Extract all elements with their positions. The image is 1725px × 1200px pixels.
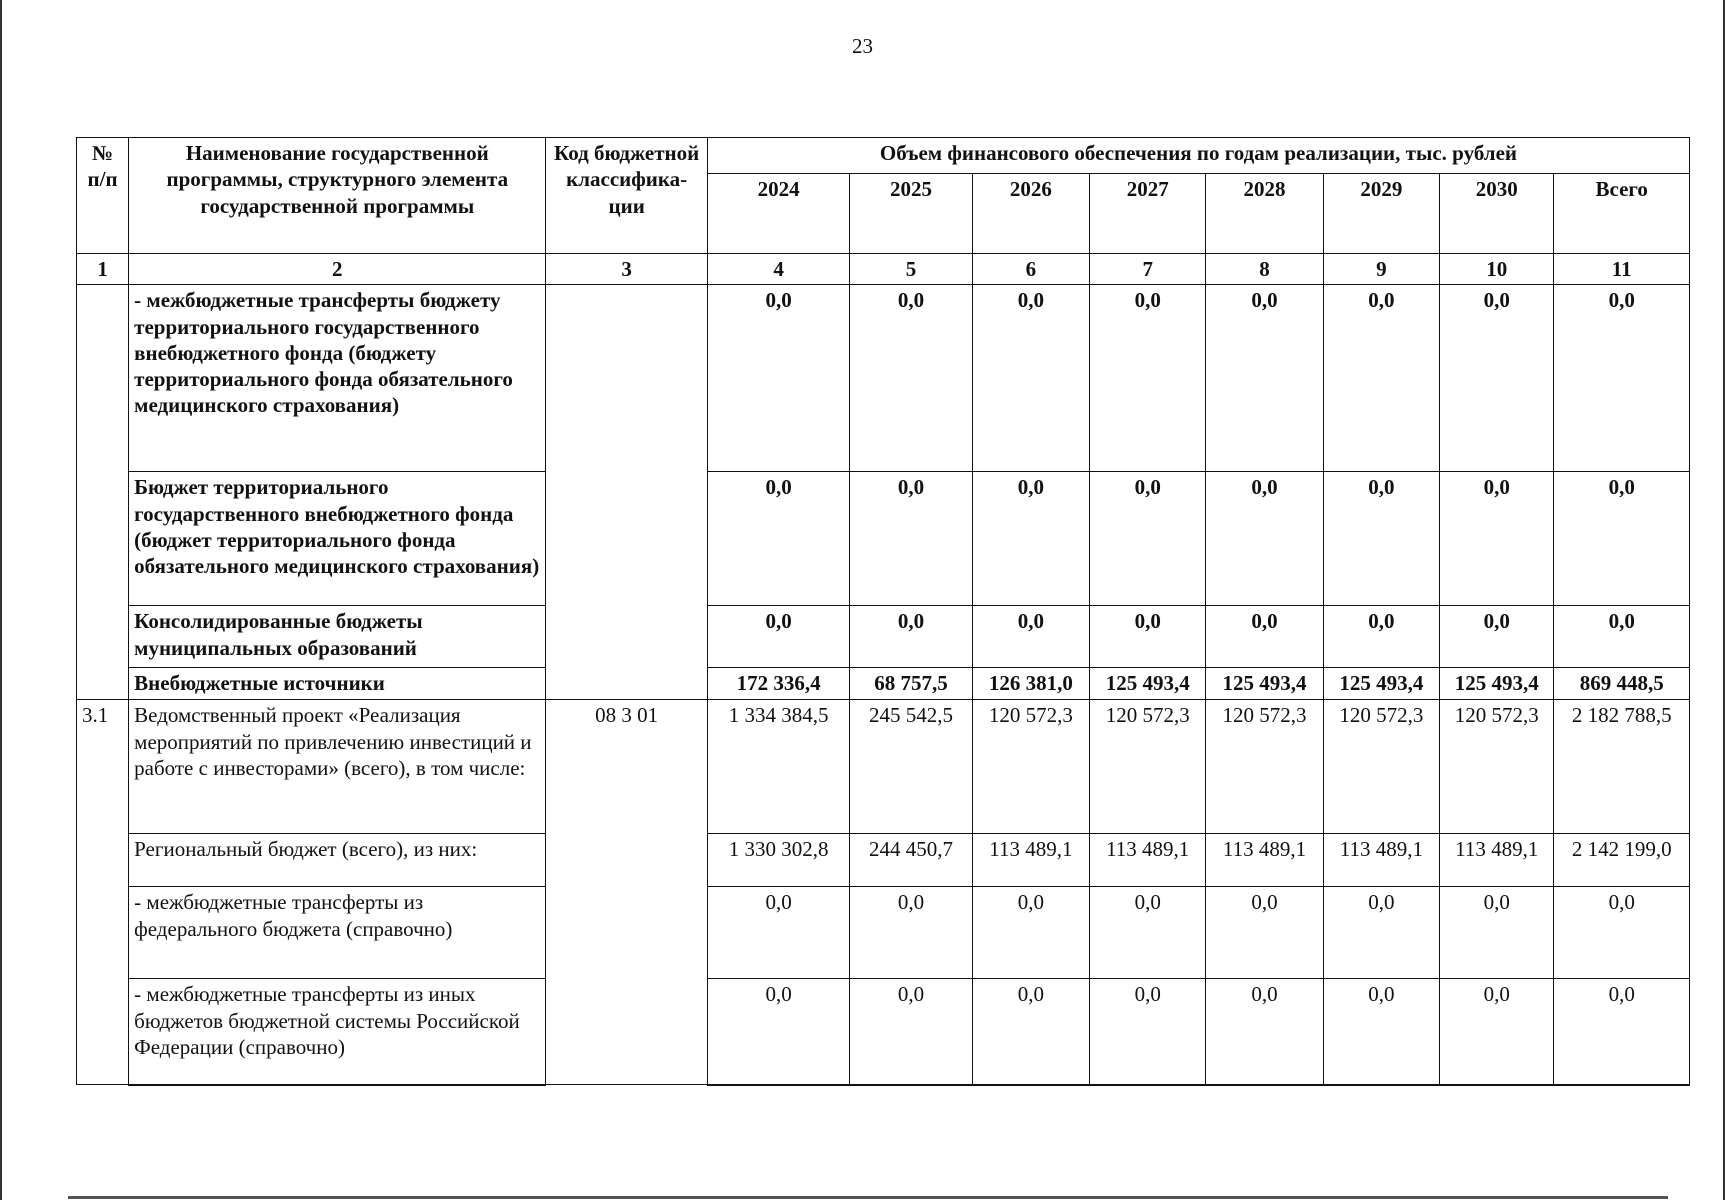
header-year-2028: 2028 [1206, 174, 1323, 254]
value-2030: 0,0 [1440, 606, 1554, 668]
value-2029: 125 493,4 [1323, 668, 1439, 700]
value-2029: 0,0 [1323, 472, 1439, 606]
row-no: 3.1 [77, 700, 129, 1085]
value-2026: 0,0 [972, 285, 1089, 472]
value-total: 2 182 788,5 [1554, 700, 1690, 834]
header-year-2030: 2030 [1440, 174, 1554, 254]
header-year-2025: 2025 [850, 174, 972, 254]
value-2025: 244 450,7 [850, 834, 972, 887]
header-year-2027: 2027 [1090, 174, 1206, 254]
value-2025: 68 757,5 [850, 668, 972, 700]
header-year-2029: 2029 [1323, 174, 1439, 254]
value-2030: 0,0 [1440, 887, 1554, 979]
header-volume: Объем финансового обеспечения по годам реализации, тыс. рублей [707, 138, 1689, 174]
value-total: 0,0 [1554, 472, 1690, 606]
page-number: 23 [852, 34, 873, 58]
value-2030: 0,0 [1440, 285, 1554, 472]
value-2025: 245 542,5 [850, 700, 972, 834]
value-2028: 0,0 [1206, 472, 1323, 606]
value-total: 0,0 [1554, 979, 1690, 1085]
col-number: 1 [77, 254, 129, 285]
col-number: 5 [850, 254, 972, 285]
value-2030: 120 572,3 [1440, 700, 1554, 834]
table-row [77, 285, 1690, 472]
col-number: 10 [1440, 254, 1554, 285]
value-2029: 120 572,3 [1323, 700, 1439, 834]
value-total: 0,0 [1554, 606, 1690, 668]
value-2029: 113 489,1 [1323, 834, 1439, 887]
value-2026: 126 381,0 [972, 668, 1089, 700]
value-2027: 0,0 [1090, 979, 1206, 1085]
value-total: 0,0 [1554, 887, 1690, 979]
value-2025: 0,0 [850, 606, 972, 668]
value-2027: 120 572,3 [1090, 700, 1206, 834]
header-total: Всего [1554, 174, 1690, 254]
col-number: 9 [1323, 254, 1439, 285]
value-2026: 120 572,3 [972, 700, 1089, 834]
value-2024: 1 330 302,8 [707, 834, 849, 887]
value-2026: 0,0 [972, 606, 1089, 668]
scan-edge-left [0, 0, 2, 1200]
col-number: 11 [1554, 254, 1690, 285]
value-total: 2 142 199,0 [1554, 834, 1690, 887]
header-year-2026: 2026 [972, 174, 1089, 254]
value-2026: 113 489,1 [972, 834, 1089, 887]
value-2027: 125 493,4 [1090, 668, 1206, 700]
value-2026: 0,0 [972, 887, 1089, 979]
budget-table [76, 137, 1690, 1086]
row-name: Региональный бюджет (всего), из них: [129, 834, 546, 887]
value-2029: 0,0 [1323, 606, 1439, 668]
header-no: № п/п [77, 138, 129, 254]
value-2026: 0,0 [972, 472, 1089, 606]
value-2027: 0,0 [1090, 285, 1206, 472]
table-row [77, 834, 1690, 887]
value-2030: 113 489,1 [1440, 834, 1554, 887]
value-2030: 0,0 [1440, 472, 1554, 606]
row-name: - межбюджетные трансферты бюджету территориального государственного внебюджетного фонда (бюджету территориального фонда обязательного медицинского страхования) [129, 285, 546, 472]
table-row [77, 472, 1690, 606]
col-number: 7 [1090, 254, 1206, 285]
value-2028: 0,0 [1206, 606, 1323, 668]
value-2028: 113 489,1 [1206, 834, 1323, 887]
value-2027: 0,0 [1090, 887, 1206, 979]
value-2029: 0,0 [1323, 887, 1439, 979]
value-2027: 113 489,1 [1090, 834, 1206, 887]
value-2025: 0,0 [850, 887, 972, 979]
value-2029: 0,0 [1323, 979, 1439, 1085]
value-2028: 0,0 [1206, 285, 1323, 472]
value-2024: 0,0 [707, 606, 849, 668]
value-2028: 0,0 [1206, 887, 1323, 979]
value-2027: 0,0 [1090, 472, 1206, 606]
value-2024: 172 336,4 [707, 668, 849, 700]
row-no [77, 285, 129, 700]
table-row [77, 700, 1690, 834]
col-number: 2 [129, 254, 546, 285]
table-body [77, 285, 1690, 1085]
value-2025: 0,0 [850, 285, 972, 472]
row-name: Ведомственный проект «Реализация мероприятий по привлечению инвестиций и работе с инвесторами» (всего), в том числе: [129, 700, 546, 834]
row-name: - межбюджетные трансферты из иных бюджетов бюджетной системы Российской Федерации (справочно) [129, 979, 546, 1085]
value-2028: 0,0 [1206, 979, 1323, 1085]
value-2030: 0,0 [1440, 979, 1554, 1085]
value-2027: 0,0 [1090, 606, 1206, 668]
value-2028: 125 493,4 [1206, 668, 1323, 700]
value-2025: 0,0 [850, 472, 972, 606]
value-2024: 0,0 [707, 472, 849, 606]
value-2024: 0,0 [707, 887, 849, 979]
value-total: 869 448,5 [1554, 668, 1690, 700]
value-2024: 1 334 384,5 [707, 700, 849, 834]
col-number: 6 [972, 254, 1089, 285]
col-number: 3 [546, 254, 707, 285]
row-code [546, 285, 707, 700]
table-header [77, 138, 1690, 285]
row-name: Консолидированные бюджеты муниципальных образований [129, 606, 546, 668]
row-name: - межбюджетные трансферты из федерального бюджета (справочно) [129, 887, 546, 979]
value-2025: 0,0 [850, 979, 972, 1085]
value-total: 0,0 [1554, 285, 1690, 472]
value-2026: 0,0 [972, 979, 1089, 1085]
value-2024: 0,0 [707, 285, 849, 472]
row-name: Бюджет территориального государственного внебюджетного фонда (бюджет территориального фонда обязательного медицинского страхования) [129, 472, 546, 606]
row-code: 08 3 01 [546, 700, 707, 1085]
value-2029: 0,0 [1323, 285, 1439, 472]
value-2030: 125 493,4 [1440, 668, 1554, 700]
table-row [77, 668, 1690, 700]
scan-bottom-edge [68, 1196, 1668, 1199]
value-2024: 0,0 [707, 979, 849, 1085]
table-row [77, 887, 1690, 979]
table-row [77, 979, 1690, 1085]
header-year-2024: 2024 [707, 174, 849, 254]
col-number: 4 [707, 254, 849, 285]
value-2028: 120 572,3 [1206, 700, 1323, 834]
row-name: Внебюджетные источники [129, 668, 546, 700]
table-row [77, 606, 1690, 668]
col-number: 8 [1206, 254, 1323, 285]
header-code: Код бюджетной классифика-ции [546, 138, 707, 254]
header-name: Наименование государственной программы, структурного элемента государственной программы [129, 138, 546, 254]
